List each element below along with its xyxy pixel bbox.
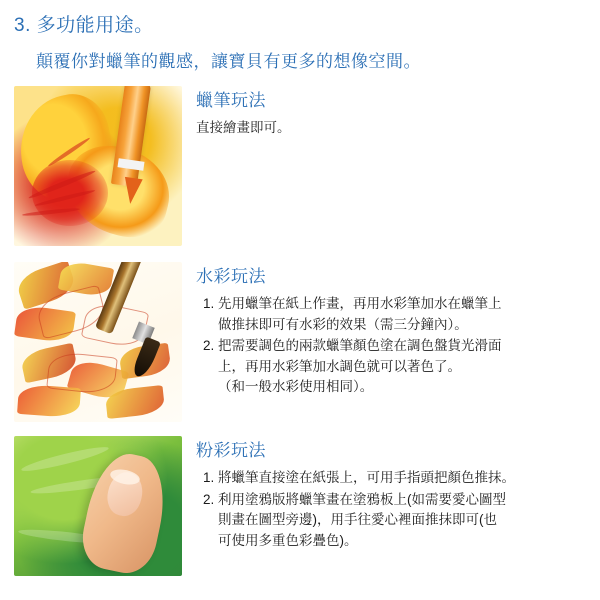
list-item-line: 2. 把需要調色的兩款蠟筆顏色塗在調色盤貨光滑面 — [218, 338, 502, 354]
section-crayon-body — [196, 86, 600, 138]
section-watercolor-list — [196, 294, 600, 398]
decor-smear — [20, 443, 110, 474]
section-watercolor-body — [196, 262, 600, 399]
list-item — [218, 294, 600, 335]
crayon-tip — [121, 177, 142, 205]
watercolor-brush-sketch-photo — [14, 262, 182, 422]
section-title-watercolor: 水彩玩法 — [196, 267, 266, 286]
page-title: 3. 多功能用途。 — [14, 15, 154, 36]
section-title-pastel: 粉彩玩法 — [196, 441, 266, 460]
section-text-crayon: 直接繪畫即可。 — [196, 120, 291, 135]
list-item-line: 做推抹即可有水彩的效果（需三分鐘內）。 — [218, 316, 468, 332]
crayon-on-flower-photo — [14, 86, 182, 246]
page-subtitle: 顛覆你對蠟筆的觀感，讓寶貝有更多的想像空間。 — [36, 52, 421, 71]
list-item — [218, 468, 600, 489]
list-item-line: 可使用多重色彩疊色)。 — [218, 532, 358, 548]
list-item-line: 1. 先用蠟筆在紙上作畫，再用水彩筆加水在蠟筆上 — [218, 296, 502, 311]
section-pastel-body — [196, 436, 600, 552]
section-pastel-list — [196, 468, 600, 551]
section-title-crayon: 蠟筆玩法 — [196, 91, 266, 110]
list-item-line: 上，再用水彩筆加水調色就可以著色了。 — [218, 358, 461, 374]
list-item — [218, 490, 600, 552]
list-item-line: 2. 利用塗鴉版將蠟筆畫在塗鴉板上(如需要愛心圖型 — [218, 491, 506, 507]
list-item-line: （和一般水彩使用相同）。 — [218, 379, 374, 395]
finger-smudge-green-photo — [14, 436, 182, 576]
list-item — [218, 336, 600, 398]
list-item-line: 1. 將蠟筆直接塗在紙張上，可用手指頭把顏色推抹。 — [218, 470, 515, 485]
list-item-line: 則畫在圖型旁邊)，用手往愛心裡面推抹即可(也 — [218, 512, 497, 528]
